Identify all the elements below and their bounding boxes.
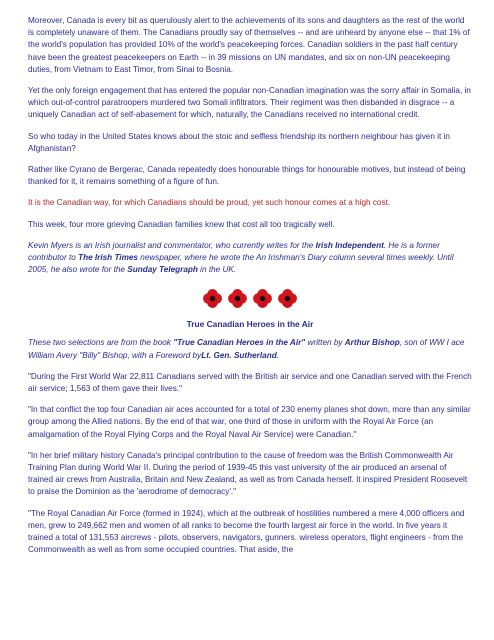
poppy-icon	[202, 288, 223, 309]
bio-text: in the UK.	[197, 265, 237, 275]
book-quote: "In that conflict the top four Canadian air aces accounted for a total of 230 enemy planes shot down, more than any similar group among the Allied nations. By the end of that war, one third of those in uniform with the Royal Air Force (an amalgamation of the Royal Flying Corps and the Royal Naval Air Service) were Canadian."	[28, 405, 471, 439]
section-title: True Canadian Heroes in the Air	[186, 319, 314, 330]
poppy-icon	[252, 288, 273, 309]
intro-text: written by	[305, 338, 345, 348]
poppy-icon	[227, 288, 248, 309]
poppy-icon	[277, 288, 298, 309]
paragraph: Yet the only foreign engagement that has entered the popular non-Canadian imagination was the sorry affair in Somalia, in which out-of-control paratroopers murdered two Somali infiltrators. Their regiment was then disbanded in disgrace -- a uniquely Canadian act of self-abasement for which, naturally, the Canadians received no international credit.	[28, 86, 471, 120]
publication-name: Irish Independent	[315, 240, 384, 250]
book-quote: "In her brief military history Canada's principal contribution to the cause of freedom was the British Commonwealth Air Training Plan during World War II. During the period of 1939-45 this vast university of the air produced an arsenal of trained air crews from Australia, Britain and New Zealand, as well as from Canada herself. It inspired President Roosevelt to praise the Dominion as the 'aerodrome of democracy'."	[28, 450, 468, 497]
intro-text: .	[276, 350, 279, 360]
publication-name: Sunday Telegraph	[127, 265, 198, 275]
author-name: Arthur Bishop	[344, 338, 400, 348]
intro-text: These two selections are from the book	[28, 338, 174, 348]
intro-text: , son of WW I ace William Avery "Billy" Bishop, with a Foreword by	[28, 338, 465, 360]
book-intro	[28, 337, 472, 361]
paragraph: Moreover, Canada is every bit as querulously alert to the achievements of its sons and daughters as the rest of the world is completely unaware of them. The Canadians proudly say of themselves -- and are unheard by anyone else -- that 1% of the world's population has provided 10% of the world's peacekeeping forces. Canadian soldiers in the past half century have been the greatest peacekeepers on Earth -- in 39 missions on UN mandates, and six on non-UN peacekeeping duties, from Vietnam to East Timor, from Sinai to Bosnia.	[28, 16, 470, 74]
paragraph: So who today in the United States knows about the stoic and selfless friendship its northern neighbour has given it in Afghanistan?	[28, 131, 450, 153]
publication-name: The Irish Times	[78, 253, 138, 263]
bio-text: Kevin Myers is an Irish journalist and commentator, who currently writes for the	[28, 240, 316, 250]
poppy-row	[28, 288, 472, 309]
book-title: "True Canadian Heroes in the Air"	[173, 338, 306, 348]
article-body	[28, 15, 472, 566]
author-bio	[28, 240, 472, 277]
paragraph: This week, four more grieving Canadian families knew that cost all too tragically well.	[28, 219, 335, 229]
paragraph: Rather like Cyrano de Bergerac, Canada repeatedly does honourable things for honourable motives, but instead of being thanked for it, it remains something of a figure of fun.	[28, 165, 466, 187]
bio-text: newspaper, where he wrote the An Irishman's Diary column several times weekly. Until 2005, he also wrote for the	[28, 253, 454, 275]
book-quote: "The Royal Canadian Air Force (formed in 1924), which at the outbreak of hostilities numbered a mere 4,000 officers and men, grew to 249,662 men and women of all ranks to become the fourth largest air force in the world. In five years it trained a total of 131,553 aircrews - pilots, observers, navigators, gunners. wireless operators, flight engineers - from the Commonwealth as well as from some occupied countries. That aside, the	[28, 508, 465, 555]
paragraph: It is the Canadian way, for which Canadians should be proud, yet such honour comes at a high cost.	[28, 198, 391, 208]
foreword-author: Lt. Gen. Sutherland	[201, 350, 277, 360]
bio-text: . He is a former contributor to	[28, 240, 440, 263]
book-quote: "During the First World War 22,811 Canadians served with the British air service and one Canadian served with the French air service; 1,563 of them gave their lives."	[28, 371, 472, 394]
